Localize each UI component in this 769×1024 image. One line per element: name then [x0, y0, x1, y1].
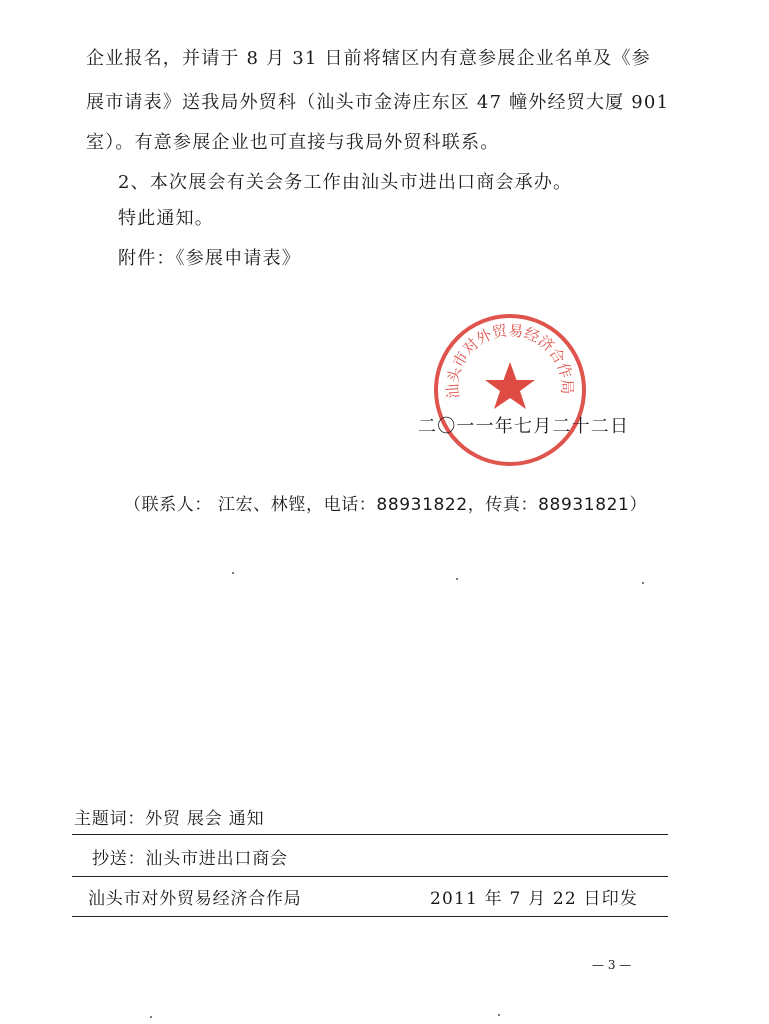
paragraph-1-line-2: 展市请表》送我局外贸科（汕头市金涛庄东区 47 幢外经贸大厦 901	[86, 92, 670, 113]
issue-date-text: 二〇一一年七月二十二日	[418, 416, 630, 437]
scan-speck	[456, 578, 458, 580]
scan-speck	[498, 1014, 500, 1016]
cc-line: 抄送：汕头市进出口商会	[92, 849, 288, 869]
contact-info: （联系人： 江宏、林铿，电话：88931822，传真：88931821）	[124, 495, 648, 515]
scan-speck	[232, 572, 234, 574]
keywords-line: 主题词：外贸 展会 通知	[74, 809, 265, 829]
official-seal	[430, 310, 590, 470]
scan-speck	[150, 1016, 152, 1018]
issuer-line: 汕头市对外贸易经济合作局	[88, 889, 302, 909]
footer-rule-2	[72, 876, 668, 877]
footer-rule-3	[72, 916, 668, 917]
attachment-line: 附件：《参展申请表》	[118, 248, 301, 269]
item-2: 2、本次展会有关会务工作由汕头市进出口商会承办。	[118, 172, 573, 193]
seal-text: 汕头市对外贸易经济合作局	[443, 321, 577, 400]
paragraph-1-line-3: 室）。有意参展企业也可直接与我局外贸科联系。	[86, 132, 500, 153]
page-number: — 3 —	[592, 958, 632, 972]
footer-rule-1	[72, 834, 668, 835]
print-date: 2011 年 7 月 22 日印发	[430, 889, 639, 909]
paragraph-1-line-1: 企业报名，并请于 8 月 31 日前将辖区内有意参展企业名单及《参	[86, 48, 651, 69]
closing-text: 特此通知。	[118, 208, 214, 229]
scan-speck	[642, 582, 644, 584]
seal-star	[485, 362, 535, 409]
